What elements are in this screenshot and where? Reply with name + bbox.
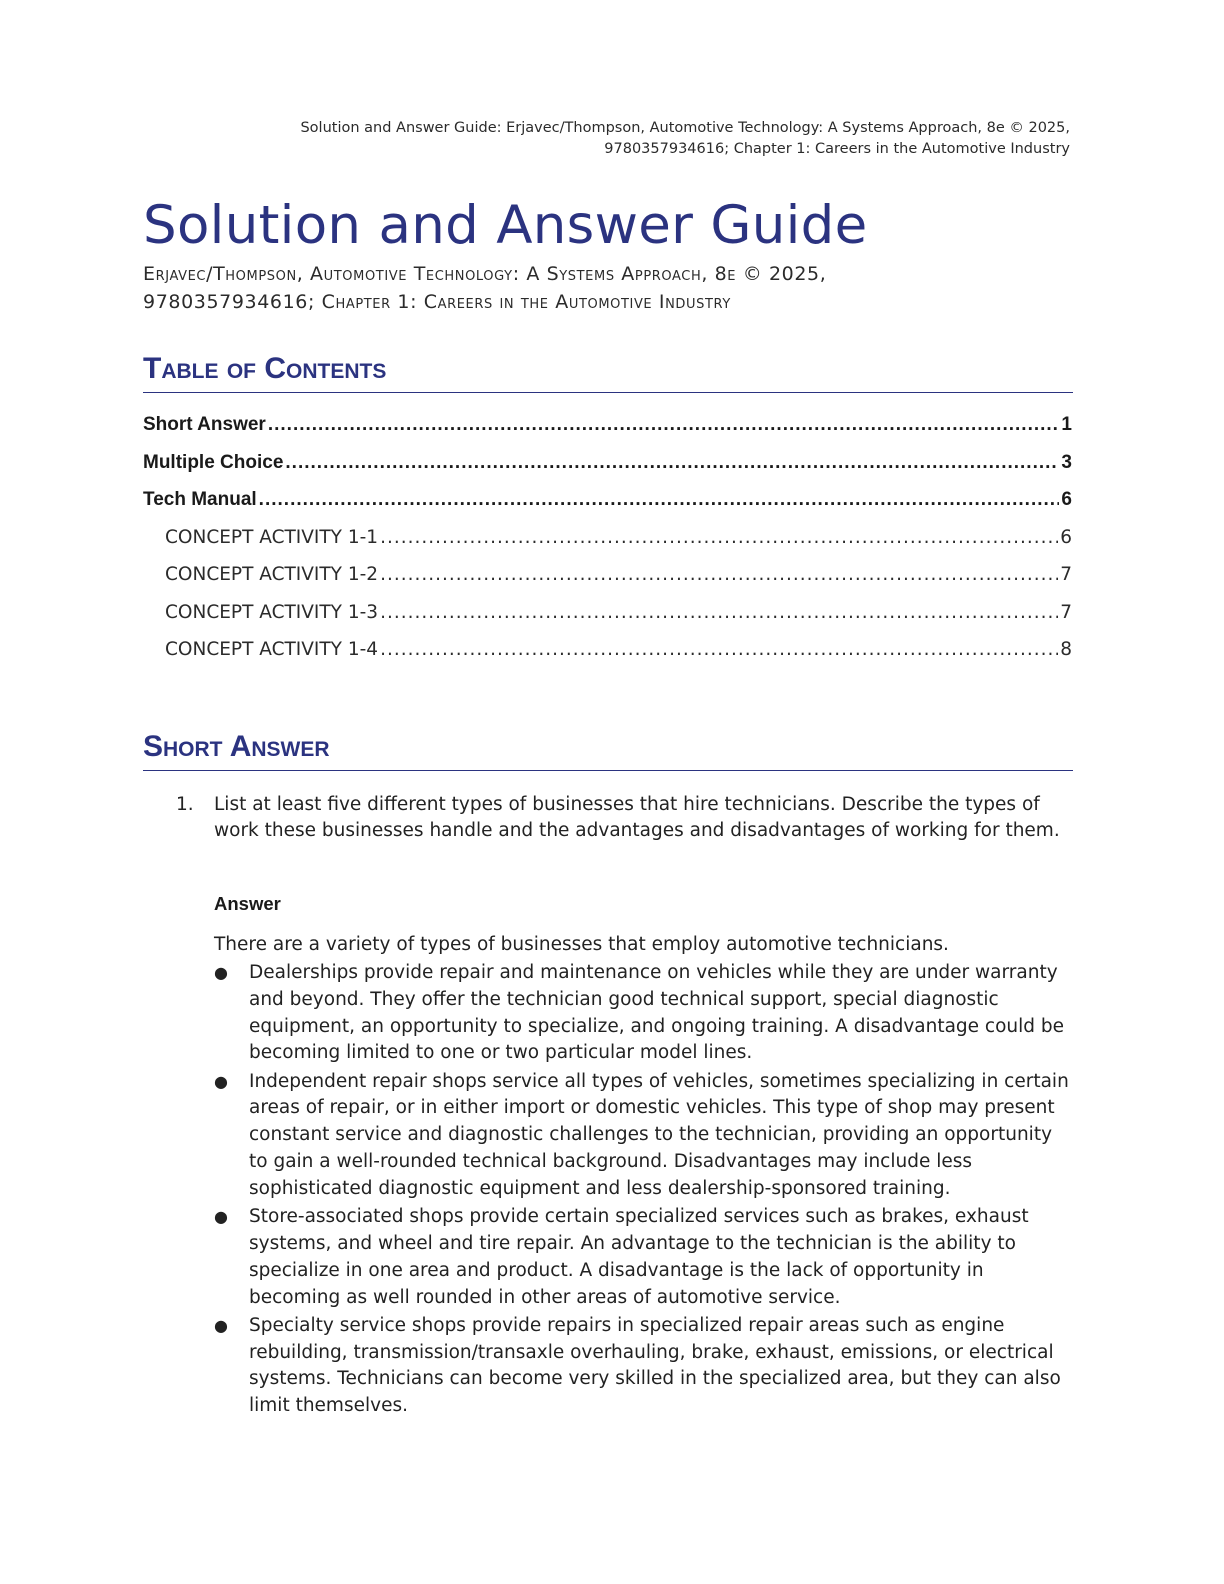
bullet-text: Dealerships provide repair and maintenance on vehicles while they are under warranty and beyond. They offer the technician good technical support, special diagnostic equipment, an opportunity to specialize, and ongoing training. A disadvantage could be becoming limited to one or two particular model lines. — [249, 962, 1065, 1064]
running-header-line-1: Solution and Answer Guide: Erjavec/Thompson, Automotive Technology: A Systems Approach, 8e © 2025, — [300, 120, 1070, 136]
toc-dot-leader — [380, 527, 1058, 548]
running-header — [210, 118, 1070, 160]
answer-bullet-list — [214, 960, 1076, 1422]
table-of-contents — [143, 414, 1072, 677]
list-item — [214, 1069, 1076, 1203]
toc-dot-leader — [380, 639, 1058, 660]
document-subtitle — [143, 260, 1083, 316]
toc-entry-label[interactable]: Multiple Choice — [143, 451, 284, 473]
question-1 — [176, 792, 1076, 843]
answer-intro: There are a variety of types of businesses that employ automotive technicians. — [214, 934, 949, 955]
toc-page-number: 3 — [1061, 451, 1072, 473]
bullet-icon: ● — [214, 1207, 228, 1227]
short-answer-heading: Short Answer — [143, 730, 1073, 771]
toc-entry-tech-manual[interactable] — [143, 489, 1072, 527]
subtitle-line-1: Erjavec/Thompson, Automotive Technology: A Systems Approach, 8e © 2025, — [143, 263, 827, 285]
toc-dot-leader — [380, 602, 1058, 623]
toc-dot-leader — [268, 414, 1060, 436]
subtitle-line-2: 9780357934616; Chapter 1: Careers in the Automotive Industry — [143, 291, 731, 313]
toc-entry-concept-activity-1-4[interactable] — [143, 639, 1072, 677]
bullet-icon: ● — [214, 963, 228, 982]
bullet-icon: ● — [214, 1071, 228, 1091]
question-text: List at least five different types of businesses that hire technicians. Describe the types of work these businesses handle and the advantages and disadvantages of working for them. — [214, 794, 1060, 841]
document-title: Solution and Answer Guide — [143, 195, 868, 256]
toc-entry-concept-activity-1-2[interactable] — [143, 564, 1072, 602]
answer-label: Answer — [214, 893, 281, 914]
list-item — [214, 1313, 1076, 1420]
toc-entry-label[interactable]: CONCEPT ACTIVITY 1-4 — [165, 639, 379, 660]
toc-entry-label[interactable]: Short Answer — [143, 414, 266, 435]
toc-page-number: 8 — [1060, 639, 1072, 660]
toc-dot-leader — [380, 564, 1058, 585]
toc-entry-concept-activity-1-1[interactable] — [143, 527, 1072, 565]
toc-entry-label[interactable]: Tech Manual — [143, 489, 257, 510]
toc-dot-leader — [259, 489, 1060, 511]
question-number: 1. — [176, 794, 194, 815]
toc-entry-label[interactable]: CONCEPT ACTIVITY 1-1 — [165, 526, 379, 548]
bullet-icon: ● — [214, 1315, 228, 1335]
toc-dot-leader — [285, 452, 1059, 474]
toc-page-number: 6 — [1060, 526, 1072, 548]
list-item — [214, 1204, 1076, 1311]
list-item — [214, 960, 1076, 1067]
toc-entry-multiple-choice[interactable] — [143, 452, 1072, 490]
toc-entry-label[interactable]: CONCEPT ACTIVITY 1-3 — [165, 601, 379, 623]
toc-entry-concept-activity-1-3[interactable] — [143, 602, 1072, 640]
toc-page-number: 6 — [1061, 489, 1072, 510]
bullet-text: Specialty service shops provide repairs in specialized repair areas such as engine rebuilding, transmission/transaxle overhauling, brake, exhaust, emissions, or electrical systems. Technicians can become very skilled in the specialized area, but they can also limit themselves. — [249, 1314, 1061, 1417]
toc-heading: Table of Contents — [143, 352, 1073, 393]
bullet-text: Independent repair shops service all types of vehicles, sometimes specializing in certain areas of repair, or in either import or domestic vehicles. This type of shop may present constant service and diagnostic challenges to the technician, providing an opportunity to gain a well-rounded technical background. Disadvantages may include less sophisticated diagnostic equipment and less dealership-sponsored training. — [249, 1070, 1069, 1199]
toc-page-number: 7 — [1060, 564, 1072, 585]
running-header-line-2: 9780357934616; Chapter 1: Careers in the Automotive Industry — [604, 141, 1070, 157]
toc-entry-label[interactable]: CONCEPT ACTIVITY 1-2 — [165, 564, 379, 585]
bullet-text: Store-associated shops provide certain specialized services such as brakes, exhaust systems, and wheel and tire repair. An advantage to the technician is the ability to specialize in one area and product. A disadvantage is the lack of opportunity in becoming as well rounded in other areas of automotive service. — [249, 1206, 1029, 1308]
toc-page-number: 7 — [1060, 601, 1072, 623]
toc-entry-short-answer[interactable] — [143, 414, 1072, 452]
toc-page-number: 1 — [1061, 414, 1072, 435]
